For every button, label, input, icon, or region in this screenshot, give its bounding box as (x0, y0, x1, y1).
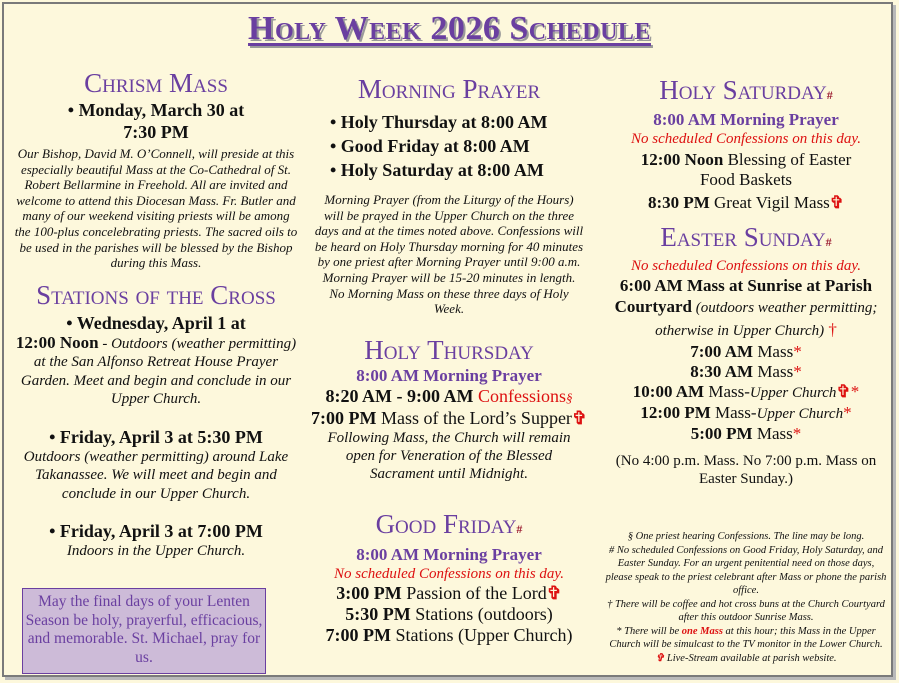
morning-prayer-item-1: • Holy Thursday at 8:00 AM (330, 112, 548, 132)
easter-mass-7am-time: 7:00 AM (690, 342, 754, 361)
easter-mass-830am-time: 8:30 AM (690, 362, 754, 381)
footnotes (600, 530, 892, 665)
easter-mass-5pm-star: * (792, 424, 802, 443)
holy-thursday-confessions: Confessions (477, 385, 566, 406)
easter-mass-10am (600, 382, 892, 403)
livestream-cross-icon: ✞ (655, 652, 665, 664)
easter-mass-12pm-time: 12:00 PM (640, 403, 711, 422)
good-friday-line4-text: Stations (outdoors) (410, 603, 553, 624)
livestream-cross-icon: ✞ (571, 407, 588, 428)
holy-saturday-line1: 8:00 AM Morning Prayer (653, 110, 839, 129)
good-friday-line4-time: 5:30 PM (345, 603, 411, 624)
easter-mass-7am (600, 342, 892, 362)
easter-heading-text: Easter Sunday (660, 222, 826, 252)
column-right (600, 75, 892, 665)
holy-thursday-line3-text: Mass of the Lord’s Supper (376, 407, 572, 428)
easter-mass-5pm (600, 424, 892, 444)
livestream-cross-icon: ✞ (836, 382, 851, 401)
easter-mass-12pm (600, 403, 892, 424)
easter-heading (600, 222, 892, 257)
footnote-hash: # No scheduled Confessions on Good Friday, Holy Saturday, and Easter Sunday. For an urgent penitential need on those days, please speak to the priest celebrant after Mass or phone the parish office. (605, 544, 887, 596)
holy-thursday-line3-time: 7:00 PM (310, 407, 377, 428)
page-title-text: Holy Week 2026 Schedule (248, 10, 651, 47)
easter-mass-7am-text: Mass (753, 342, 794, 361)
footnote-section (604, 530, 888, 544)
good-friday-line4 (300, 604, 598, 625)
good-friday-line3-time: 3:00 PM (336, 582, 402, 603)
holy-thursday-line3 (300, 408, 598, 429)
easter-mass-12pm-note: Upper Church (756, 406, 844, 422)
stations-item1-body (12, 334, 300, 409)
livestream-cross-icon: ✞ (829, 193, 845, 212)
holy-saturday-heading (600, 75, 892, 110)
holy-saturday-no-confessions: No scheduled Confessions on this day. (631, 131, 861, 147)
easter-sunrise-dagger: † (828, 320, 837, 339)
footnote-star-a: * There will be (616, 625, 682, 637)
footnote-section-text: § One priest hearing Confessions. The line may be long. (627, 531, 865, 542)
footnote-livestream-text: Live-Stream available at parish website. (664, 652, 837, 664)
footnote-livestream (604, 652, 888, 666)
holy-saturday-mark: # (826, 88, 833, 102)
morning-prayer-item-2: • Good Friday at 8:00 AM (330, 136, 530, 156)
chrism-description: Our Bishop, David M. O’Connell, will preside at this especially beautiful Mass at the Co-Cathedral of St. Robert Bellarmine in Freehold. All are invited and welcome to attend this Diocesan Mass. Fr. Butler and many of our weekend visiting priests will be among the 100-plus concelebrating priests. The sacred oils to be used in the parishes will be blessed by the Bishop during this Mass. (14, 146, 298, 271)
footnote-star-c: at this hour; this Mass in the Upper Church will be simulcast to the TV monitor in the Lower Church. (609, 625, 883, 650)
easter-mass-10am-time: 10:00 AM (632, 382, 705, 401)
holy-saturday-line4-text: Great Vigil Mass (709, 193, 830, 212)
good-friday-line3-text: Passion of the Lord (401, 582, 547, 603)
stations-item1-title: • Wednesday, April 1 at (66, 312, 246, 333)
good-friday-line1: 8:00 AM Morning Prayer (356, 544, 542, 564)
easter-sunrise (600, 275, 892, 342)
easter-mass-10am-note: Upper Church (749, 385, 837, 401)
easter-mass-5pm-text: Mass (752, 424, 793, 443)
stations-item3-title: • Friday, April 3 at 7:00 PM (49, 521, 263, 542)
holy-thursday-note: Following Mass, the Church will remain open for Veneration of the Blessed Sacrament until Midnight. (327, 429, 571, 482)
easter-mass-12pm-text: Mass- (710, 403, 757, 422)
good-friday-line3 (300, 583, 598, 604)
footnote-star-b: one Mass (681, 625, 723, 637)
holy-saturday-line3-time: 12:00 Noon (640, 150, 724, 169)
section-mark: § (566, 389, 573, 405)
morning-prayer-heading: Morning Prayer (357, 74, 541, 104)
stations-item2-text: Outdoors (weather permitting) around Lake Takanassee. We will meet and begin and conclude in our Upper Church. (23, 448, 289, 502)
column-middle (300, 74, 598, 646)
easter-mass-830am (600, 362, 892, 382)
good-friday-heading-text: Good Friday (375, 508, 517, 539)
good-friday-mark: # (516, 521, 523, 536)
easter-mass-7am-star: * (793, 342, 802, 361)
chrism-time: 7:30 PM (123, 122, 189, 142)
holy-saturday-line4 (600, 193, 892, 213)
column-left (12, 68, 300, 561)
footnote-star (604, 625, 888, 652)
stations-item2-title: • Friday, April 3 at 5:30 PM (49, 426, 263, 447)
good-friday-line5-text: Stations (Upper Church) (391, 624, 573, 645)
easter-no-evening-mass: (No 4:00 p.m. Mass. No 7:00 p.m. Mass on Easter Sunday.) (615, 453, 877, 487)
easter-mass-10am-star: * (850, 382, 860, 401)
easter-mass-10am-text: Mass- (704, 382, 750, 401)
blessing-box: May the final days of your Lenten Season be holy, prayerful, efficacious, and memorable. St. Michael, pray for us. (22, 588, 266, 674)
easter-no-confessions: No scheduled Confessions on this day. (631, 258, 861, 274)
holy-thursday-heading: Holy Thursday (364, 334, 534, 365)
holy-saturday-line4-time: 8:30 PM (647, 193, 710, 212)
holy-thursday-line2-time: 8:20 AM - 9:00 AM (325, 385, 474, 406)
good-friday-heading (300, 509, 598, 544)
page-title (0, 10, 899, 48)
holy-saturday-line3-text: Blessing of Easter Food Baskets (699, 150, 852, 189)
easter-mass-830am-star: * (793, 362, 802, 381)
good-friday-line5 (300, 625, 598, 646)
livestream-cross-icon: ✞ (546, 582, 562, 603)
holy-saturday-heading-text: Holy Saturday (659, 75, 827, 105)
chrism-heading: Chrism Mass (84, 68, 228, 98)
easter-mass-830am-text: Mass (753, 362, 794, 381)
chrism-date: • Monday, March 30 at (67, 100, 245, 120)
stations-item3-text: Indoors in the Upper Church. (66, 543, 246, 560)
holy-saturday-line3 (600, 150, 892, 190)
holy-thursday-line2 (300, 386, 598, 408)
easter-mark: # (825, 235, 832, 249)
good-friday-line5-time: 7:00 PM (325, 624, 391, 645)
stations-item1-text: - Outdoors (weather permitting) at the San Alfonso Retreat House Prayer Garden. Meet and begin and conclude in our Upper Church. (20, 335, 297, 408)
good-friday-no-confessions: No scheduled Confessions on this day. (334, 565, 564, 582)
easter-mass-5pm-time: 5:00 PM (690, 424, 753, 443)
stations-item1-time: 12:00 Noon (15, 332, 99, 352)
footnote-dagger: † There will be coffee and hot cross buns at the Church Courtyard after this outdoor Sunrise Mass. (607, 598, 885, 623)
morning-prayer-item-3: • Holy Saturday at 8:00 AM (330, 160, 544, 180)
easter-sunrise-title: 6:00 AM Mass at Sunrise at Parish Courtyard (614, 276, 873, 316)
stations-heading: Stations of the Cross (36, 279, 276, 310)
morning-prayer-description: Morning Prayer (from the Liturgy of the Hours) will be prayed in the Upper Church on the three days and at the times noted above. Confessions will be heard on Holy Thursday morning for 40 minutes by one priest after Morning Prayer until 9:00 a.m. Morning Prayer will be 15-20 minutes in length. No Morning Mass on these three days of Holy Week. (314, 192, 584, 317)
easter-mass-12pm-star: * (843, 403, 852, 422)
easter-sunrise-note: (outdoors weather permitting; otherwise in Upper Church) (655, 300, 878, 339)
holy-thursday-line1: 8:00 AM Morning Prayer (356, 365, 542, 385)
